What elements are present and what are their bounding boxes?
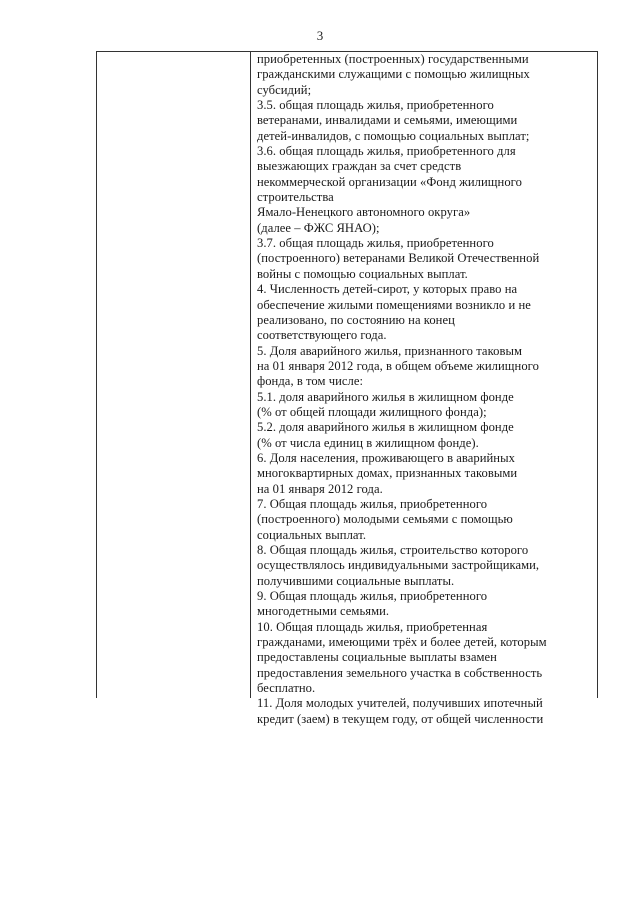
text-line: получившими социальные выплаты. xyxy=(257,573,455,588)
text-line: некоммерческой организации «Фонд жилищного xyxy=(257,174,522,189)
document-table xyxy=(96,51,598,726)
text-line: (построенного) ветеранами Великой Отечественной xyxy=(257,251,540,266)
text-line: 11. Доля молодых учителей, получивших ипотечный xyxy=(257,696,543,711)
text-line: 5.2. доля аварийного жилья в жилищном фонде xyxy=(257,420,514,435)
text-line: выезжающих граждан за счет средств xyxy=(257,159,462,174)
text-line: бесплатно. xyxy=(257,681,316,696)
text-line: 7. Общая площадь жилья, приобретенного xyxy=(257,496,488,511)
text-line: соответствующего года. xyxy=(257,328,387,343)
text-line: на 01 января 2012 года, в общем объеме жилищного xyxy=(257,358,539,373)
text-line: 9. Общая площадь жилья, приобретенного xyxy=(257,589,488,604)
text-line: 10. Общая площадь жилья, приобретенная xyxy=(257,619,488,634)
table-right-cell xyxy=(257,52,595,726)
text-line: многодетными семьями. xyxy=(257,604,390,619)
text-line: предоставления земельного участка в собственность xyxy=(257,665,543,680)
text-line: многоквартирных домах, признанных таковыми xyxy=(257,466,518,481)
text-line: строительства xyxy=(257,190,334,205)
column-divider xyxy=(250,52,251,698)
text-line: 4. Численность детей-сирот, у которых право на xyxy=(257,282,518,297)
text-line: 3.6. общая площадь жилья, приобретенного для xyxy=(257,144,516,159)
text-line: 5.1. доля аварийного жилья в жилищном фонде xyxy=(257,389,514,404)
text-line: гражданами, имеющими трёх и более детей, которым xyxy=(257,635,547,650)
text-line: детей-инвалидов, с помощью социальных выплат; xyxy=(257,128,530,143)
text-line: (далее – ФЖС ЯНАО); xyxy=(257,220,380,235)
text-line: 3.7. общая площадь жилья, приобретенного xyxy=(257,236,494,251)
table-left-cell xyxy=(97,52,250,698)
text-line: реализовано, по состоянию на конец xyxy=(257,312,455,327)
page-number: 3 xyxy=(316,28,324,43)
text-line: (% от числа единиц в жилищном фонде). xyxy=(257,435,479,450)
text-line: (построенного) молодыми семьями с помощью xyxy=(257,512,513,527)
text-line: осуществлялось индивидуальными застройщиками, xyxy=(257,558,540,573)
text-line: социальных выплат. xyxy=(257,527,367,542)
text-line: субсидий; xyxy=(257,82,312,97)
text-line: войны с помощью социальных выплат. xyxy=(257,266,468,281)
text-line: ветеранами, инвалидами и семьями, имеющими xyxy=(257,113,518,128)
text-line: обеспечение жилыми помещениями возникло и не xyxy=(257,297,531,312)
text-line: 5. Доля аварийного жилья, признанного таковым xyxy=(257,343,522,358)
text-line: предоставлены социальные выплаты взамен xyxy=(257,650,497,665)
text-line: на 01 января 2012 года. xyxy=(257,481,383,496)
text-line: (% от общей площади жилищного фонда); xyxy=(257,404,487,419)
text-line: 6. Доля населения, проживающего в аварийных xyxy=(257,450,515,465)
text-line: кредит (заем) в текущем году, от общей численности xyxy=(257,711,544,726)
text-line: 3.5. общая площадь жилья, приобретенного xyxy=(257,98,494,113)
text-line: гражданскими служащими с помощью жилищных xyxy=(257,67,530,82)
text-line: приобретенных (построенных) государственными xyxy=(257,52,529,66)
text-line: Ямало-Ненецкого автономного округа» xyxy=(257,205,471,220)
text-line: 8. Общая площадь жилья, строительство которого xyxy=(257,543,529,557)
text-line: фонда, в том числе: xyxy=(257,374,364,389)
